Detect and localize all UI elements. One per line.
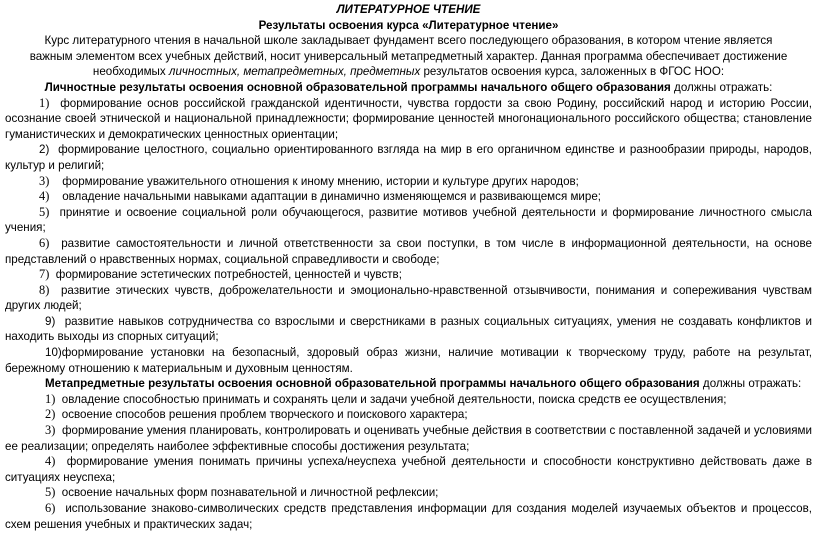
list-item (5, 485, 812, 501)
intro-text: необходимых (92, 65, 169, 79)
item-text: развитие навыков сотрудничества со взрослыми и сверстниками в разных социальных ситуациях, умения не создавать конфликтов и находить выходы из спорных ситуаций; (5, 314, 812, 344)
item-text: развитие самостоятельности и личной ответственности за свои поступки, в том числе в информационной деятельности, на основе представлений о нравственных нормах, социальной справедливости и свободе; (5, 236, 812, 266)
item-number: 5) (45, 485, 56, 500)
list-item (5, 174, 812, 190)
list-item (5, 189, 812, 205)
item-text: принятие и освоение социальной роли обучающегося, развитие мотивов учебной деятельности и формирование личностного смысла учения; (5, 205, 812, 235)
item-text: освоение начальных форм познавательной и личностной рефлексии; (61, 486, 439, 500)
item-text: использование знаково-символических средств представления информации для создания моделей изучаемых объектов и процессов, схем решения учебных и практических задач; (5, 502, 813, 531)
item-number: 8) (39, 282, 50, 297)
intro-line: Курс литературного чтения в начальной школе закладывает фундамент всего последующего образования, в котором чтение является (44, 34, 773, 48)
intro-italic-text: личностных, метапредметных, предметных (168, 65, 421, 79)
item-text: освоение способов решения проблем творческого и поискового характера; (61, 408, 468, 422)
list-item (5, 423, 812, 454)
document-subheading: Результаты освоения курса «Литературное чтение» (258, 18, 559, 32)
list-item (5, 501, 812, 532)
list-item (5, 345, 812, 376)
item-text: формирование эстетических потребностей, ценностей и чувств; (55, 268, 402, 282)
list-item (5, 392, 812, 408)
item-number: 5) (39, 204, 50, 219)
item-text: формирование установки на безопасный, здоровый образ жизни, наличие мотивации к творческому труду, работе на результат, бережному отношению к материальным и духовным ценностям. (5, 346, 812, 375)
personal-heading-bold: Личностные результаты освоения основной образовательной программы начального общего образования (44, 80, 671, 94)
meta-heading-rest: должны отражать: (699, 377, 802, 391)
item-text: формирование основ российской гражданской идентичности, чувства гордости за свою Родину, российский народ и историю России, осознание своей этнической и национальной принадлежности; формирование ценностей многонационального российского общества; становление гуманистических и демократических ценностных ориентации; (5, 96, 812, 141)
item-text: формирование умения планировать, контролировать и оценивать учебные действия в соответствии с поставленной задачей и условиями ее реализации; определять наиболее эффективные способы достижения результата; (5, 424, 812, 453)
item-number: 6) (45, 501, 56, 515)
item-number: 2) (45, 407, 56, 422)
item-number: 1) (39, 95, 50, 110)
item-number: 2) (39, 143, 50, 157)
personal-results-list (5, 96, 812, 377)
meta-heading-bold: Метапредметные результаты освоения основной образовательной программы начального общего образования (45, 377, 700, 391)
item-number: 4) (45, 454, 56, 469)
meta-results-heading (5, 376, 812, 392)
item-number: 10) (45, 346, 62, 360)
list-item (5, 236, 812, 267)
item-number: 4) (39, 189, 50, 204)
intro-line (5, 64, 812, 80)
item-text: овладение начальными навыками адаптации в динамично изменяющемся и развивающемся мире; (62, 190, 602, 204)
intro-line: важным элементом всех учебных действий, носит универсальный метапредметный характер. Данная программа обеспечивает достижение (29, 49, 788, 63)
item-number: 1) (45, 391, 56, 406)
intro-text: результатов освоения курса, заложенных в ФГОС НОО: (420, 65, 725, 79)
item-number: 3) (45, 423, 56, 438)
item-text: формирование целостного, социально ориентированного взгляда на мир в его органичном единстве и разнообразии природы, народов, культур и религий; (5, 143, 812, 172)
item-number: 3) (39, 173, 50, 188)
item-text: овладение способностью принимать и сохранять цели и задачи учебной деятельности, поиска средств ее осуществления; (61, 392, 727, 406)
list-item (5, 407, 812, 423)
list-item (5, 142, 812, 173)
list-item (5, 205, 812, 236)
intro-paragraph (5, 33, 812, 80)
personal-heading-rest: должны отражать: (670, 80, 773, 94)
list-item (5, 267, 812, 283)
list-item (5, 96, 812, 143)
item-text: формирование уважительного отношения к иному мнению, истории и культуре других народов; (62, 174, 579, 188)
item-number: 6) (39, 235, 50, 250)
item-text: формирование умения понимать причины успеха/неуспеха учебной деятельности и способности конструктивно действовать даже в ситуациях неуспеха; (5, 455, 812, 484)
item-number: 7) (39, 267, 50, 282)
personal-results-heading (5, 80, 812, 96)
list-item (5, 314, 812, 345)
item-number: 9) (45, 314, 56, 328)
list-item (5, 454, 812, 485)
list-item (5, 283, 812, 314)
meta-results-list (5, 392, 812, 532)
item-text: развитие этических чувств, доброжелательности и эмоционально-нравственной отзывчивости, понимания и сопереживания чувствам других людей; (5, 283, 812, 313)
document-heading: ЛИТЕРАТУРНОЕ ЧТЕНИЕ (336, 3, 481, 16)
